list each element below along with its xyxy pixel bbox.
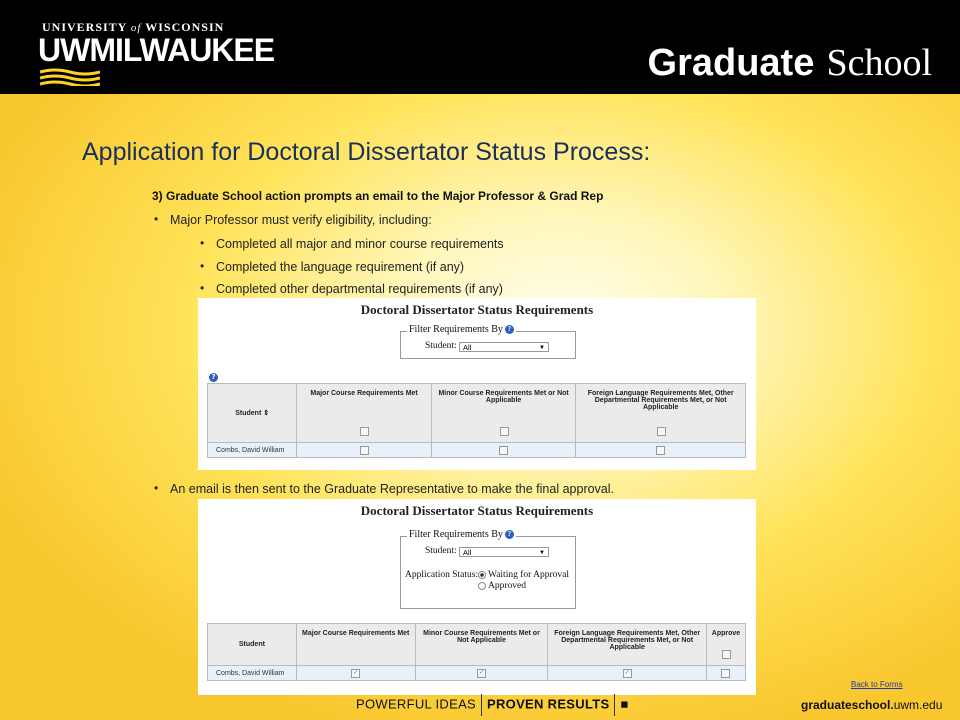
table-row [208,443,746,458]
back-to-forms-link[interactable]: Back to Forms [851,680,903,689]
student-name: Combs, David William [208,666,297,681]
requirements-panel-1 [198,298,756,470]
logo-stripes-icon [40,68,100,86]
language-checkbox[interactable] [656,446,665,455]
select-all-checkbox[interactable] [722,650,731,659]
column-header-minor: Minor Course Requirements Met or Not Applicable [431,384,576,443]
student-name: Combs, David William [208,443,297,458]
approve-checkbox[interactable] [721,669,730,678]
sub-bullet-language: • Completed the language requirement (if any) [216,260,464,274]
radio-selected-icon[interactable] [478,571,486,579]
student-select[interactable]: All ▼ [459,547,549,557]
column-header-student[interactable]: Student ⇕ [208,384,297,443]
student-label: Student: [425,341,457,351]
step-heading: 3) Graduate School action prompts an email to the Major Professor & Grad Rep [152,189,604,203]
status-label: Application Status: [405,570,479,580]
status-option-waiting[interactable]: Waiting for Approval [478,570,569,580]
filter-box [400,324,576,359]
requirements-table [207,383,746,458]
sort-icon[interactable]: ⇕ [263,410,270,417]
uwm-wordmark: UWMILWAUKEE [38,32,275,68]
select-all-checkbox[interactable] [360,427,369,436]
major-checked-icon: ✓ [353,669,359,676]
status-option-approved[interactable]: Approved [478,581,526,591]
footer-tagline: POWERFUL IDEAS PROVEN RESULTS ■ [356,694,629,716]
column-header-minor: Minor Course Requirements Met or Not Applicable [415,624,548,666]
sub-bullet-course: • Completed all major and minor course requirements [216,237,504,251]
language-checked-icon: ✓ [624,669,630,676]
filter-legend: Filter Requirements By ? [407,529,516,540]
radio-icon[interactable] [478,582,486,590]
page-title: Application for Doctoral Dissertator Status Process: [82,138,651,166]
bullet-mark-icon: ■ [620,696,629,712]
column-header-language: Foreign Language Requirements Met, Other Departmental Requirements Met, or Not Applicable [576,384,746,443]
column-header-major: Major Course Requirements Met [297,384,432,443]
graduate-school-title: Graduate School [647,42,932,84]
bullet-major-professor: • Major Professor must verify eligibility, including: [170,213,432,227]
sub-bullet-departmental: • Completed other departmental requirements (if any) [216,282,503,296]
dropdown-arrow-icon: ▼ [539,550,545,556]
column-header-approve: Approve [706,624,745,666]
help-icon[interactable]: ? [505,325,514,334]
minor-checked-icon: ✓ [478,669,484,676]
panel-title: Doctoral Dissertator Status Requirements [360,503,594,518]
header-bar [0,0,960,94]
dropdown-arrow-icon: ▼ [539,345,545,351]
divider [614,694,615,716]
student-select[interactable]: All ▼ [459,342,549,352]
column-header-major: Major Course Requirements Met [296,624,415,666]
table-row [208,666,746,681]
student-label: Student: [425,546,457,556]
filter-box [400,529,576,609]
major-checkbox[interactable] [360,446,369,455]
select-all-checkbox[interactable] [500,427,509,436]
help-icon[interactable]: ? [505,530,514,539]
requirements-panel-2 [198,499,756,695]
bullet-email: • An email is then sent to the Graduate Representative to make the final approval. [170,482,614,496]
column-header-student[interactable]: Student [208,624,297,666]
panel-title: Doctoral Dissertator Status Requirements [360,302,594,317]
column-header-language: Foreign Language Requirements Met, Other Departmental Requirements Met, or Not Applicable [548,624,707,666]
divider [481,694,482,716]
help-icon[interactable]: ? [209,373,218,382]
filter-legend: Filter Requirements By ? [407,324,516,335]
footer-domain: graduateschool.uwm.edu [801,698,943,712]
minor-checkbox[interactable] [499,446,508,455]
requirements-table [207,623,746,681]
select-all-checkbox[interactable] [657,427,666,436]
university-wordmark: UNIVERSITY of WISCONSIN [42,20,225,34]
